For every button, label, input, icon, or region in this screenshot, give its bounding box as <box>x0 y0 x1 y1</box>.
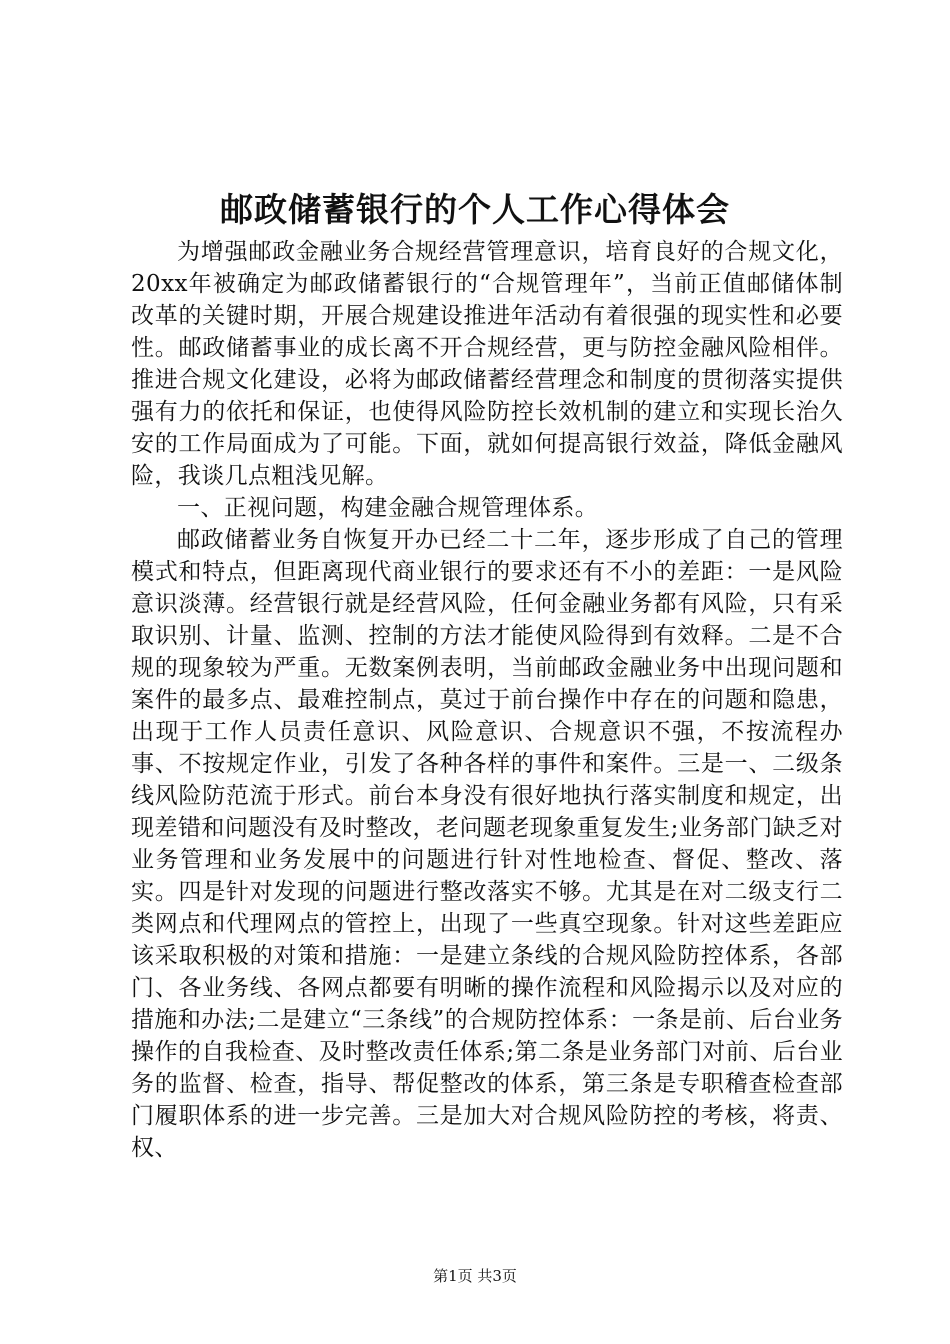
document-title: 邮政储蓄银行的个人工作心得体会 <box>220 190 730 229</box>
paragraph-intro: 为增强邮政金融业务合规经营管理意识，培育良好的合规文化，20xx年被确定为邮政储蓄银行的“合规管理年”，当前正值邮储体制改革的关键时期，开展合规建设推进年活动有着很强的现实性和必要性。邮政储蓄事业的成长离不开合规经营，更与防控金融风险相伴。推进合规文化建设，必将为邮政储蓄经营理念和制度的贯彻落实提供强有力的依托和保证，也使得风险防控长效机制的建立和实现长治久安的工作局面成为了可能。下面，就如何提高银行效益，降低金融风险，我谈几点粗浅见解。 <box>131 239 843 489</box>
page-number-footer: 第1页 共3页 <box>433 1267 517 1285</box>
document-body <box>131 236 843 1164</box>
paragraph-problems: 邮政储蓄业务自恢复开办已经二十二年，逐步形成了自己的管理模式和特点，但距离现代商业银行的要求还有不小的差距：一是风险意识淡薄。经营银行就是经营风险，任何金融业务都有风险，只有采取识别、计量、监测、控制的方法才能使风险得到有效释。二是不合规的现象较为严重。无数案例表明，当前邮政金融业务中出现问题和案件的最多点、最难控制点，莫过于前台操作中存在的问题和隐患，出现于工作人员责任意识、风险意识、合规意识不强，不按流程办事、不按规定作业，引发了各种各样的事件和案件。三是一、二级条线风险防范流于形式。前台本身没有很好地执行落实制度和规定，出现差错和问题没有及时整改，老问题老现象重复发生;业务部门缺乏对业务管理和业务发展中的问题进行针对性地检查、督促、整改、落实。四是针对发现的问题进行整改落实不够。尤其是在对二级支行二类网点和代理网点的管控上，出现了一些真空现象。针对这些差距应该采取积极的对策和措施：一是建立条线的合规风险防控体系，各部门、各业务线、各网点都要有明晰的操作流程和风险揭示以及对应的措施和办法;二是建立“三条线”的合规防控体系：一条是前、后台业务操作的自我检查、及时整改责任体系;第二条是业务部门对前、后台业务的监督、检查，指导、帮促整改的体系，第三条是专职稽查检查部门履职体系的进一步完善。三是加大对合规风险防控的考核，将责、权、 <box>131 527 843 1161</box>
paragraph-section-heading: 一、正视问题，构建金融合规管理体系。 <box>177 495 599 521</box>
